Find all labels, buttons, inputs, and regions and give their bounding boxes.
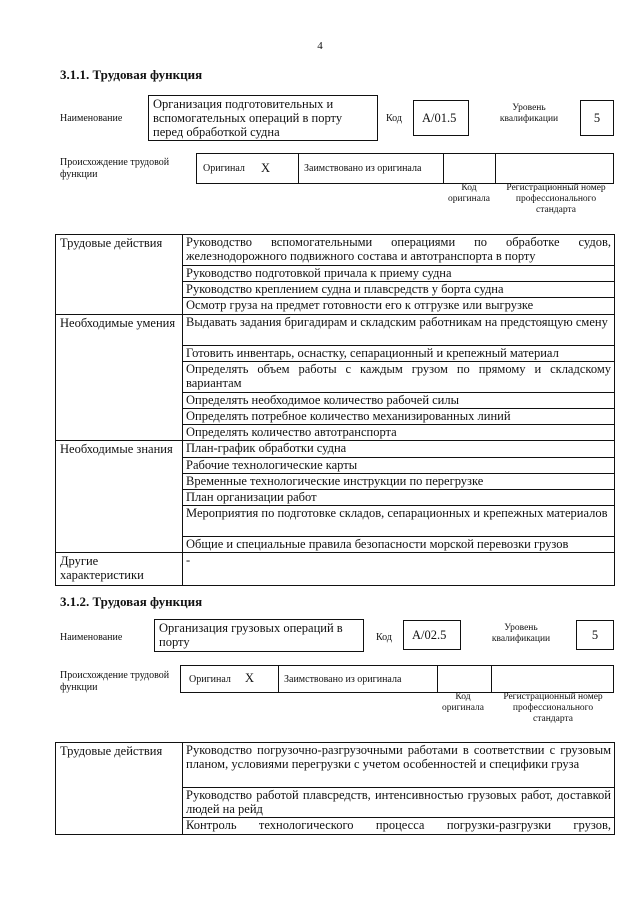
reg-number-label: Регистрационный номер профессионального стандарта xyxy=(506,183,606,215)
level-label: Уровень квалификации xyxy=(499,103,559,124)
table-cell: Определять необходимое количество рабочей силы xyxy=(183,393,615,409)
table-cell: Готовить инвентарь, оснастку, сепарационный и крепежный материал xyxy=(183,346,615,362)
table-cell: Определять потребное количество механизированных линий xyxy=(183,409,615,425)
table-cell: Общие и специальные правила безопасности морской перевозки грузов xyxy=(183,537,615,553)
table-cell: Руководство вспомогательными операциями по обработке судов, железнодорожного подвижного состава и автотранспорта в порту xyxy=(183,235,615,266)
function-name: Организация подготовительных и вспомогательных операций в порту перед обработкой судна xyxy=(148,95,378,141)
original-mark: X xyxy=(261,161,271,175)
name-label: Наименование xyxy=(60,113,123,124)
original-mark: X xyxy=(245,671,255,685)
group-label: Необходимые знания xyxy=(56,441,183,553)
function-table xyxy=(55,742,615,835)
function-name: Организация грузовых операций в порту xyxy=(154,619,364,652)
table-cell: Руководство подготовкой причала к приему судна xyxy=(183,266,615,282)
table-cell: Контроль технологического процесса погрузки-разгрузки грузов, xyxy=(183,818,615,835)
table-cell: Временные технологические инструкции по перегрузке xyxy=(183,474,615,490)
group-label: Трудовые действия xyxy=(56,235,183,315)
name-label: Наименование xyxy=(60,632,123,643)
group-label: Другие характеристики xyxy=(56,553,183,586)
table-cell: Руководство работой плавсредств, интенсивностью грузовых работ, доставкой людей на рейд xyxy=(183,788,615,818)
table-cell: Рабочие технологические карты xyxy=(183,458,615,474)
level-value: 5 xyxy=(580,100,614,136)
table-cell: Определять количество автотранспорта xyxy=(183,425,615,441)
original-label: Оригинал xyxy=(203,163,245,174)
table-cell: Руководство погрузочно-разгрузочными работами в соответствии с грузовым планом, условиями перегрузки с учетом особенностей и специфики груза xyxy=(183,743,615,788)
table-cell: План-график обработки судна xyxy=(183,441,615,458)
page-number: 4 xyxy=(317,40,323,52)
table-cell: Выдавать задания бригадирам и складским работникам на предстоящую смену xyxy=(183,315,615,346)
code-original-label: Код оригинала xyxy=(442,692,484,713)
borrowed-label: Заимствовано из оригинала xyxy=(304,163,422,174)
table-cell: Мероприятия по подготовке складов, сепарационных и крепежных материалов xyxy=(183,506,615,537)
origin-row xyxy=(180,665,614,693)
section-title: 3.1.1. Трудовая функция xyxy=(60,67,203,82)
section-title: 3.1.2. Трудовая функция xyxy=(60,594,203,609)
reg-number-label: Регистрационный номер профессионального стандарта xyxy=(503,692,603,724)
group-label: Необходимые умения xyxy=(56,315,183,441)
function-table xyxy=(55,234,615,586)
function-code: A/01.5 xyxy=(413,100,469,136)
function-code: A/02.5 xyxy=(403,620,461,650)
borrowed-label: Заимствовано из оригинала xyxy=(284,674,402,685)
code-label: Код xyxy=(376,632,392,643)
table-cell: Определять объем работы с каждым грузом по прямому и складскому вариантам xyxy=(183,362,615,393)
origin-row xyxy=(196,153,614,184)
table-cell: - xyxy=(183,553,615,586)
origin-label: Происхождение трудовой функции xyxy=(60,157,170,180)
code-original-label: Код оригинала xyxy=(448,183,490,204)
level-value: 5 xyxy=(576,620,614,650)
code-label: Код xyxy=(386,113,402,124)
table-cell: Руководство креплением судна и плавсредств у борта судна xyxy=(183,282,615,298)
table-cell: План организации работ xyxy=(183,490,615,506)
table-cell: Осмотр груза на предмет готовности его к отгрузке или выгрузке xyxy=(183,298,615,315)
origin-label: Происхождение трудовой функции xyxy=(60,670,170,693)
group-label: Трудовые действия xyxy=(56,743,183,835)
original-label: Оригинал xyxy=(189,674,231,685)
level-label: Уровень квалификации xyxy=(491,623,551,644)
